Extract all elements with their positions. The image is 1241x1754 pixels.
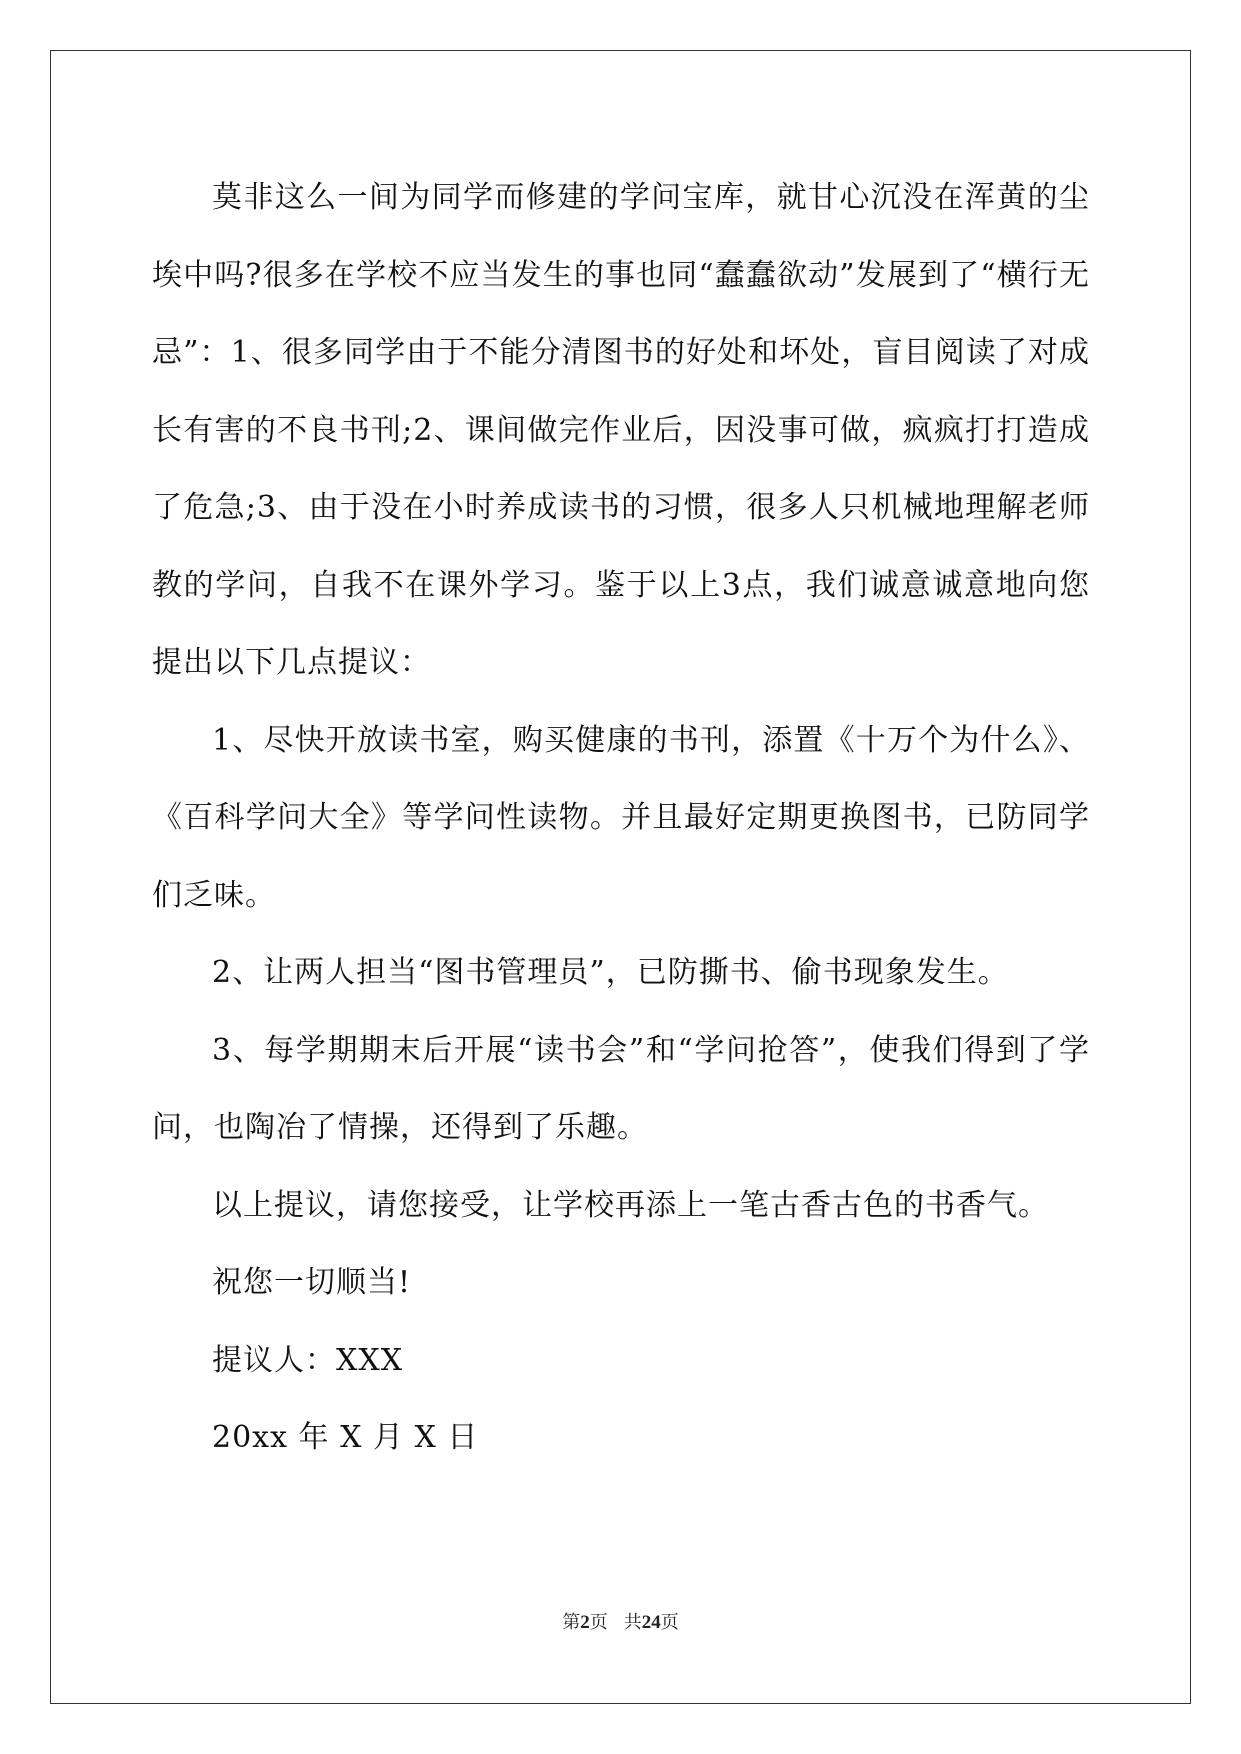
page-number: 2 — [580, 1612, 590, 1633]
paragraph-suggestion-2: 2、让两人担当“图书管理员”，已防撕书、偷书现象发生。 — [212, 955, 1009, 990]
signature-line: 提议人：XXX — [212, 1342, 404, 1378]
date-line: 20xx 年 X 月 X 日 — [212, 1420, 479, 1455]
document-body — [152, 159, 1090, 1477]
page-label-suffix: 页 — [589, 1612, 608, 1633]
paragraph-suggestion-1: 1、尽快开放读书室，购买健康的书刊，添置《十万个为什么》、《百科学问大全》等学问性读物。并且最好定期更换图书，已防同学们乏味。 — [152, 722, 1090, 913]
paragraph-suggestion-3: 3、每学期期末后开展“读书会”和“学问抢答”，使我们得到了学问，也陶冶了情操，还得到了乐趣。 — [152, 1032, 1090, 1145]
paragraph-complaint: 莫非这么一间为同学而修建的学问宝库，就甘心沉没在浑黄的尘埃中吗?很多在学校不应当发生的事也同“蠢蠢欲动”发展到了“横行无忌”：1、很多同学由于不能分清图书的好处和坏处，盲目阅读了对成长有害的不良书刊;2、课间做完作业后，因没事可做，疯疯打打造成了危急;3、由于没在小时养成读书的习惯，很多人只机械地理解老师教的学问，自我不在课外学习。鉴于以上3点，我们诚意诚意地向您提出以下几点提议： — [152, 180, 1090, 680]
page-footer — [0, 1611, 1241, 1635]
total-pages: 24 — [641, 1612, 661, 1633]
page-label-prefix: 第 — [562, 1612, 581, 1633]
paragraph-closing: 以上提议，请您接受，让学校再添上一笔古香古色的书香气。 — [212, 1187, 1049, 1223]
total-label-prefix: 共 — [623, 1612, 642, 1633]
paragraph-wishes: 祝您一切顺当! — [212, 1265, 412, 1300]
total-label-suffix: 页 — [660, 1612, 679, 1633]
